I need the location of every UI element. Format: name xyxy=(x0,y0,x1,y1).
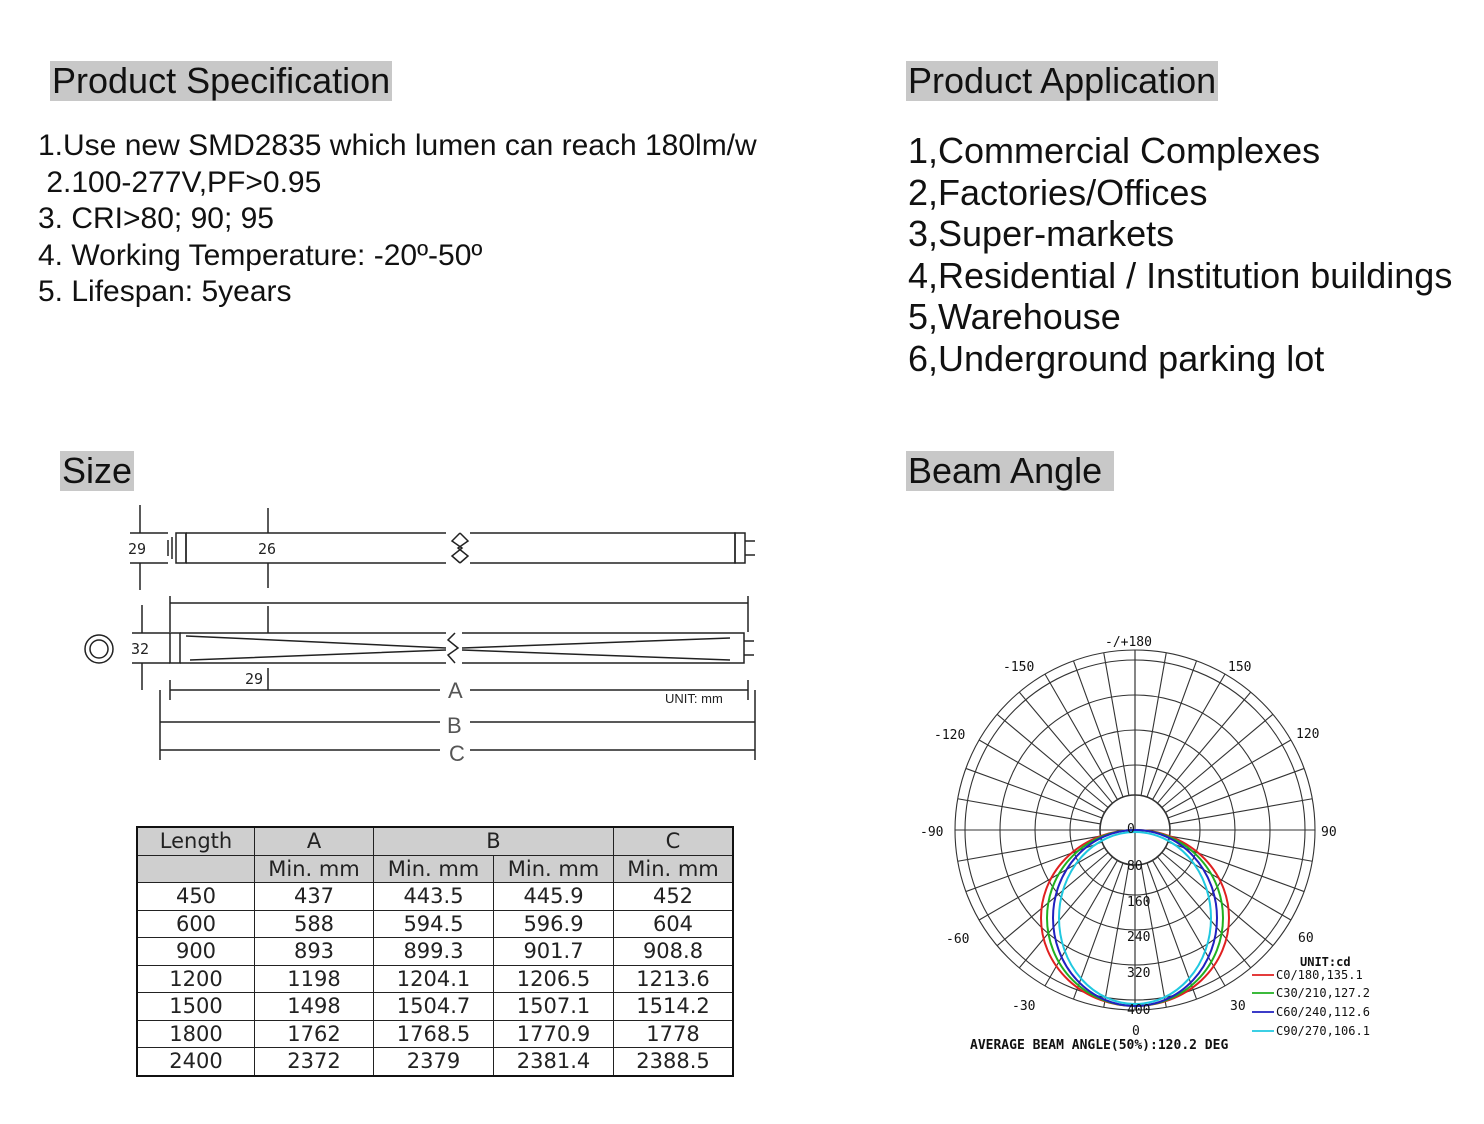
table-cell: 900 xyxy=(137,938,255,966)
table-cell: 1507.1 xyxy=(494,993,614,1021)
table-cell: 604 xyxy=(614,910,734,938)
table-row xyxy=(137,1048,733,1076)
table-header-cell: Min. mm xyxy=(255,855,374,883)
table-body xyxy=(137,883,733,1076)
table-cell: 899.3 xyxy=(374,938,494,966)
dim-b-label: B xyxy=(447,713,462,738)
table-cell: 1778 xyxy=(614,1020,734,1048)
table-cell: 1213.6 xyxy=(614,965,734,993)
table-header-cell: C xyxy=(614,827,734,855)
table-cell: 893 xyxy=(255,938,374,966)
tube-dimension-drawing xyxy=(0,0,780,800)
table-header-cell: Min. mm xyxy=(374,855,494,883)
dim-c-label: C xyxy=(449,741,465,766)
polar-spoke xyxy=(1169,799,1312,824)
angle-label-m150: -150 xyxy=(1003,660,1035,675)
dim-32-label: 32 xyxy=(131,640,150,658)
table-cell: 450 xyxy=(137,883,255,911)
table-subheader-row xyxy=(137,855,733,883)
unit-label: UNIT: mm xyxy=(665,691,723,706)
table-header-cell: Min. mm xyxy=(614,855,734,883)
angle-label-p120: 120 xyxy=(1296,727,1320,742)
dim-26-label: 26 xyxy=(258,540,277,558)
application-item: 1,Commercial Complexes xyxy=(908,130,1321,171)
table-cell: 1498 xyxy=(255,993,374,1021)
beam-angle-heading: Beam Angle xyxy=(906,451,1114,491)
polar-spoke xyxy=(997,714,1108,807)
table-header-cell: A xyxy=(255,827,374,855)
polar-spoke xyxy=(1153,674,1226,800)
legend-entry: C30/210,127.2 xyxy=(1276,986,1370,1000)
polar-spoke xyxy=(1019,857,1112,968)
table-cell: 1762 xyxy=(255,1020,374,1048)
polar-spoke xyxy=(958,799,1101,824)
table-cell: 2400 xyxy=(137,1048,255,1076)
table-cell: 452 xyxy=(614,883,734,911)
polar-spoke xyxy=(958,836,1101,861)
spec-heading: Product Specification xyxy=(52,60,391,101)
application-item: 2,Factories/Offices xyxy=(908,171,1208,213)
table-row xyxy=(137,938,733,966)
radial-value-label: 160 xyxy=(1127,895,1151,910)
dim-29-top-label: 29 xyxy=(128,540,147,558)
table-cell: 1206.5 xyxy=(494,965,614,993)
table-header-cell xyxy=(137,855,255,883)
size-heading: Size xyxy=(62,450,133,491)
angle-label-p150: 150 xyxy=(1228,660,1252,675)
radial-value-label: 80 xyxy=(1127,859,1143,874)
polar-spoke xyxy=(1169,836,1312,861)
table-header-cell: Min. mm xyxy=(494,855,614,883)
unit-cd-label: UNIT:cd xyxy=(1300,955,1351,969)
polar-spoke xyxy=(1045,674,1118,800)
angle-label-m60: -60 xyxy=(946,932,970,947)
angle-label-0: 0 xyxy=(1132,1024,1140,1039)
table-cell: 901.7 xyxy=(494,938,614,966)
table-row xyxy=(137,965,733,993)
application-item: 3,Super-markets xyxy=(908,213,1175,255)
radial-value-label: 400 xyxy=(1127,1003,1151,1018)
table-cell: 2388.5 xyxy=(614,1048,734,1076)
table-cell: 1204.1 xyxy=(374,965,494,993)
dim-a-label: A xyxy=(448,678,463,703)
polar-spoke xyxy=(1157,692,1250,803)
radial-value-label: 240 xyxy=(1127,930,1151,945)
table-cell: 445.9 xyxy=(494,883,614,911)
table-row xyxy=(137,993,733,1021)
legend-entry: C0/180,135.1 xyxy=(1276,968,1363,982)
polar-spoke xyxy=(1104,653,1129,796)
table-cell: 588 xyxy=(255,910,374,938)
polar-spoke xyxy=(979,740,1105,813)
radial-value-label: 0 xyxy=(1127,822,1135,837)
table-cell: 600 xyxy=(137,910,255,938)
beam-angle-polar-chart xyxy=(900,620,1480,1060)
table-cell: 594.5 xyxy=(374,910,494,938)
polar-spoke xyxy=(1157,857,1250,968)
table-cell: 1504.7 xyxy=(374,993,494,1021)
angle-label-180: -/+180 xyxy=(1105,635,1152,650)
angle-label-p90: 90 xyxy=(1321,825,1337,840)
polar-spoke xyxy=(1019,692,1112,803)
table-cell: 2381.4 xyxy=(494,1048,614,1076)
angle-label-m90: -90 xyxy=(920,825,944,840)
angle-label-p30: 30 xyxy=(1230,999,1246,1014)
table-row xyxy=(137,1020,733,1048)
table-cell: 908.8 xyxy=(614,938,734,966)
table-header-cell: B xyxy=(374,827,614,855)
table-cell: 443.5 xyxy=(374,883,494,911)
application-item: 5,Warehouse xyxy=(908,296,1121,338)
polar-spoke xyxy=(1162,714,1273,807)
radial-value-label: 320 xyxy=(1127,966,1151,981)
spec-item: 4. Working Temperature: -20º-50º xyxy=(38,238,483,272)
table-row xyxy=(137,910,733,938)
table-cell: 1770.9 xyxy=(494,1020,614,1048)
application-heading: Product Application xyxy=(908,60,1217,101)
legend-entry: C90/270,106.1 xyxy=(1276,1024,1370,1038)
table-cell: 2379 xyxy=(374,1048,494,1076)
table-header-row xyxy=(137,827,733,855)
table-cell: 1514.2 xyxy=(614,993,734,1021)
table-cell: 1200 xyxy=(137,965,255,993)
polar-spoke xyxy=(1141,653,1166,796)
application-item: 6,Underground parking lot xyxy=(908,337,1325,379)
polar-spoke xyxy=(1104,864,1129,1007)
table-cell: 1800 xyxy=(137,1020,255,1048)
legend-entry: C60/240,112.6 xyxy=(1276,1005,1370,1019)
spec-item: 2.100-277V,PF>0.95 xyxy=(38,165,322,199)
angle-label-m120: -120 xyxy=(934,728,966,743)
spec-item: 1.Use new SMD2835 which lumen can reach 180lm/w xyxy=(38,129,757,162)
dim-29-bottom-label: 29 xyxy=(245,670,264,688)
table-row xyxy=(137,883,733,911)
table-cell: 2372 xyxy=(255,1048,374,1076)
application-list xyxy=(908,130,1452,380)
table-cell: 1768.5 xyxy=(374,1020,494,1048)
polar-spoke xyxy=(1165,740,1291,813)
spec-item: 5. Lifespan: 5years xyxy=(38,275,292,308)
application-item: 4,Residential / Institution buildings xyxy=(908,254,1453,296)
dimension-table xyxy=(136,826,734,1077)
table-cell: 437 xyxy=(255,883,374,911)
table-cell: 596.9 xyxy=(494,910,614,938)
average-beam-angle-label: AVERAGE BEAM ANGLE(50%):120.2 DEG xyxy=(970,1038,1229,1053)
table-header-cell: Length xyxy=(137,827,255,855)
spec-item: 3. CRI>80; 90; 95 xyxy=(38,202,274,235)
table-cell: 1500 xyxy=(137,993,255,1021)
angle-label-p60: 60 xyxy=(1298,931,1314,946)
table-cell: 1198 xyxy=(255,965,374,993)
polar-spoke xyxy=(1162,852,1273,945)
angle-label-m30: -30 xyxy=(1012,999,1036,1014)
polar-spoke xyxy=(997,852,1108,945)
